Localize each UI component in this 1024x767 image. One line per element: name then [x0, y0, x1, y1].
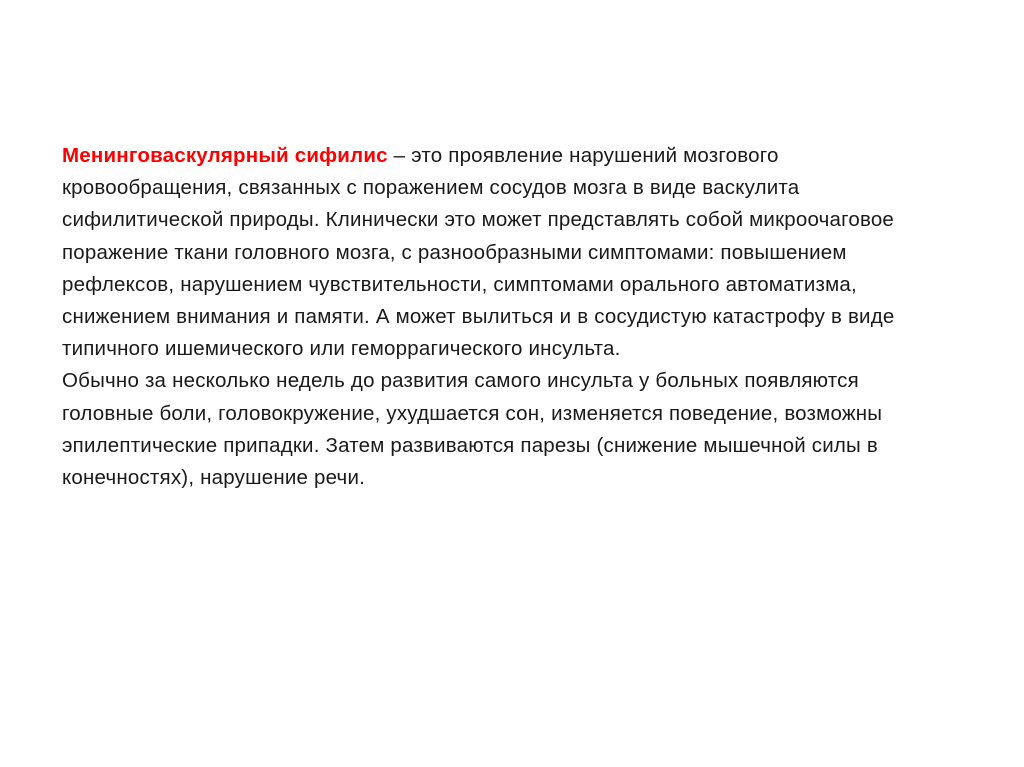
term-highlight: Менинговаскулярный сифилис	[62, 144, 388, 167]
paragraph-prodrome: Обычно за несколько недель до развития самого инсульта у больных появляются головные боли, головокружение, ухудшается сон, изменяется поведение, возможны эпилептические припадки. Затем развиваются парезы (снижение мышечной силы в конечностях), нарушение речи.	[62, 369, 883, 490]
paragraph-definition	[62, 140, 918, 365]
text-content-block	[62, 140, 918, 494]
definition-text: – это проявление нарушений мозгового кровообращения, связанных с поражением сосудов мозга в виде васкулита сифилитической природы. Клинически это может представлять собой микроочаговое поражение ткани головного мозга, с разнообразными симптомами: повышением рефлексов, нарушением чувствительности, симптомами орального автоматизма, снижением внимания и памяти. А может вылиться и в сосудистую катастрофу в виде типичного ишемического или геморрагического инсульта.	[62, 144, 895, 361]
